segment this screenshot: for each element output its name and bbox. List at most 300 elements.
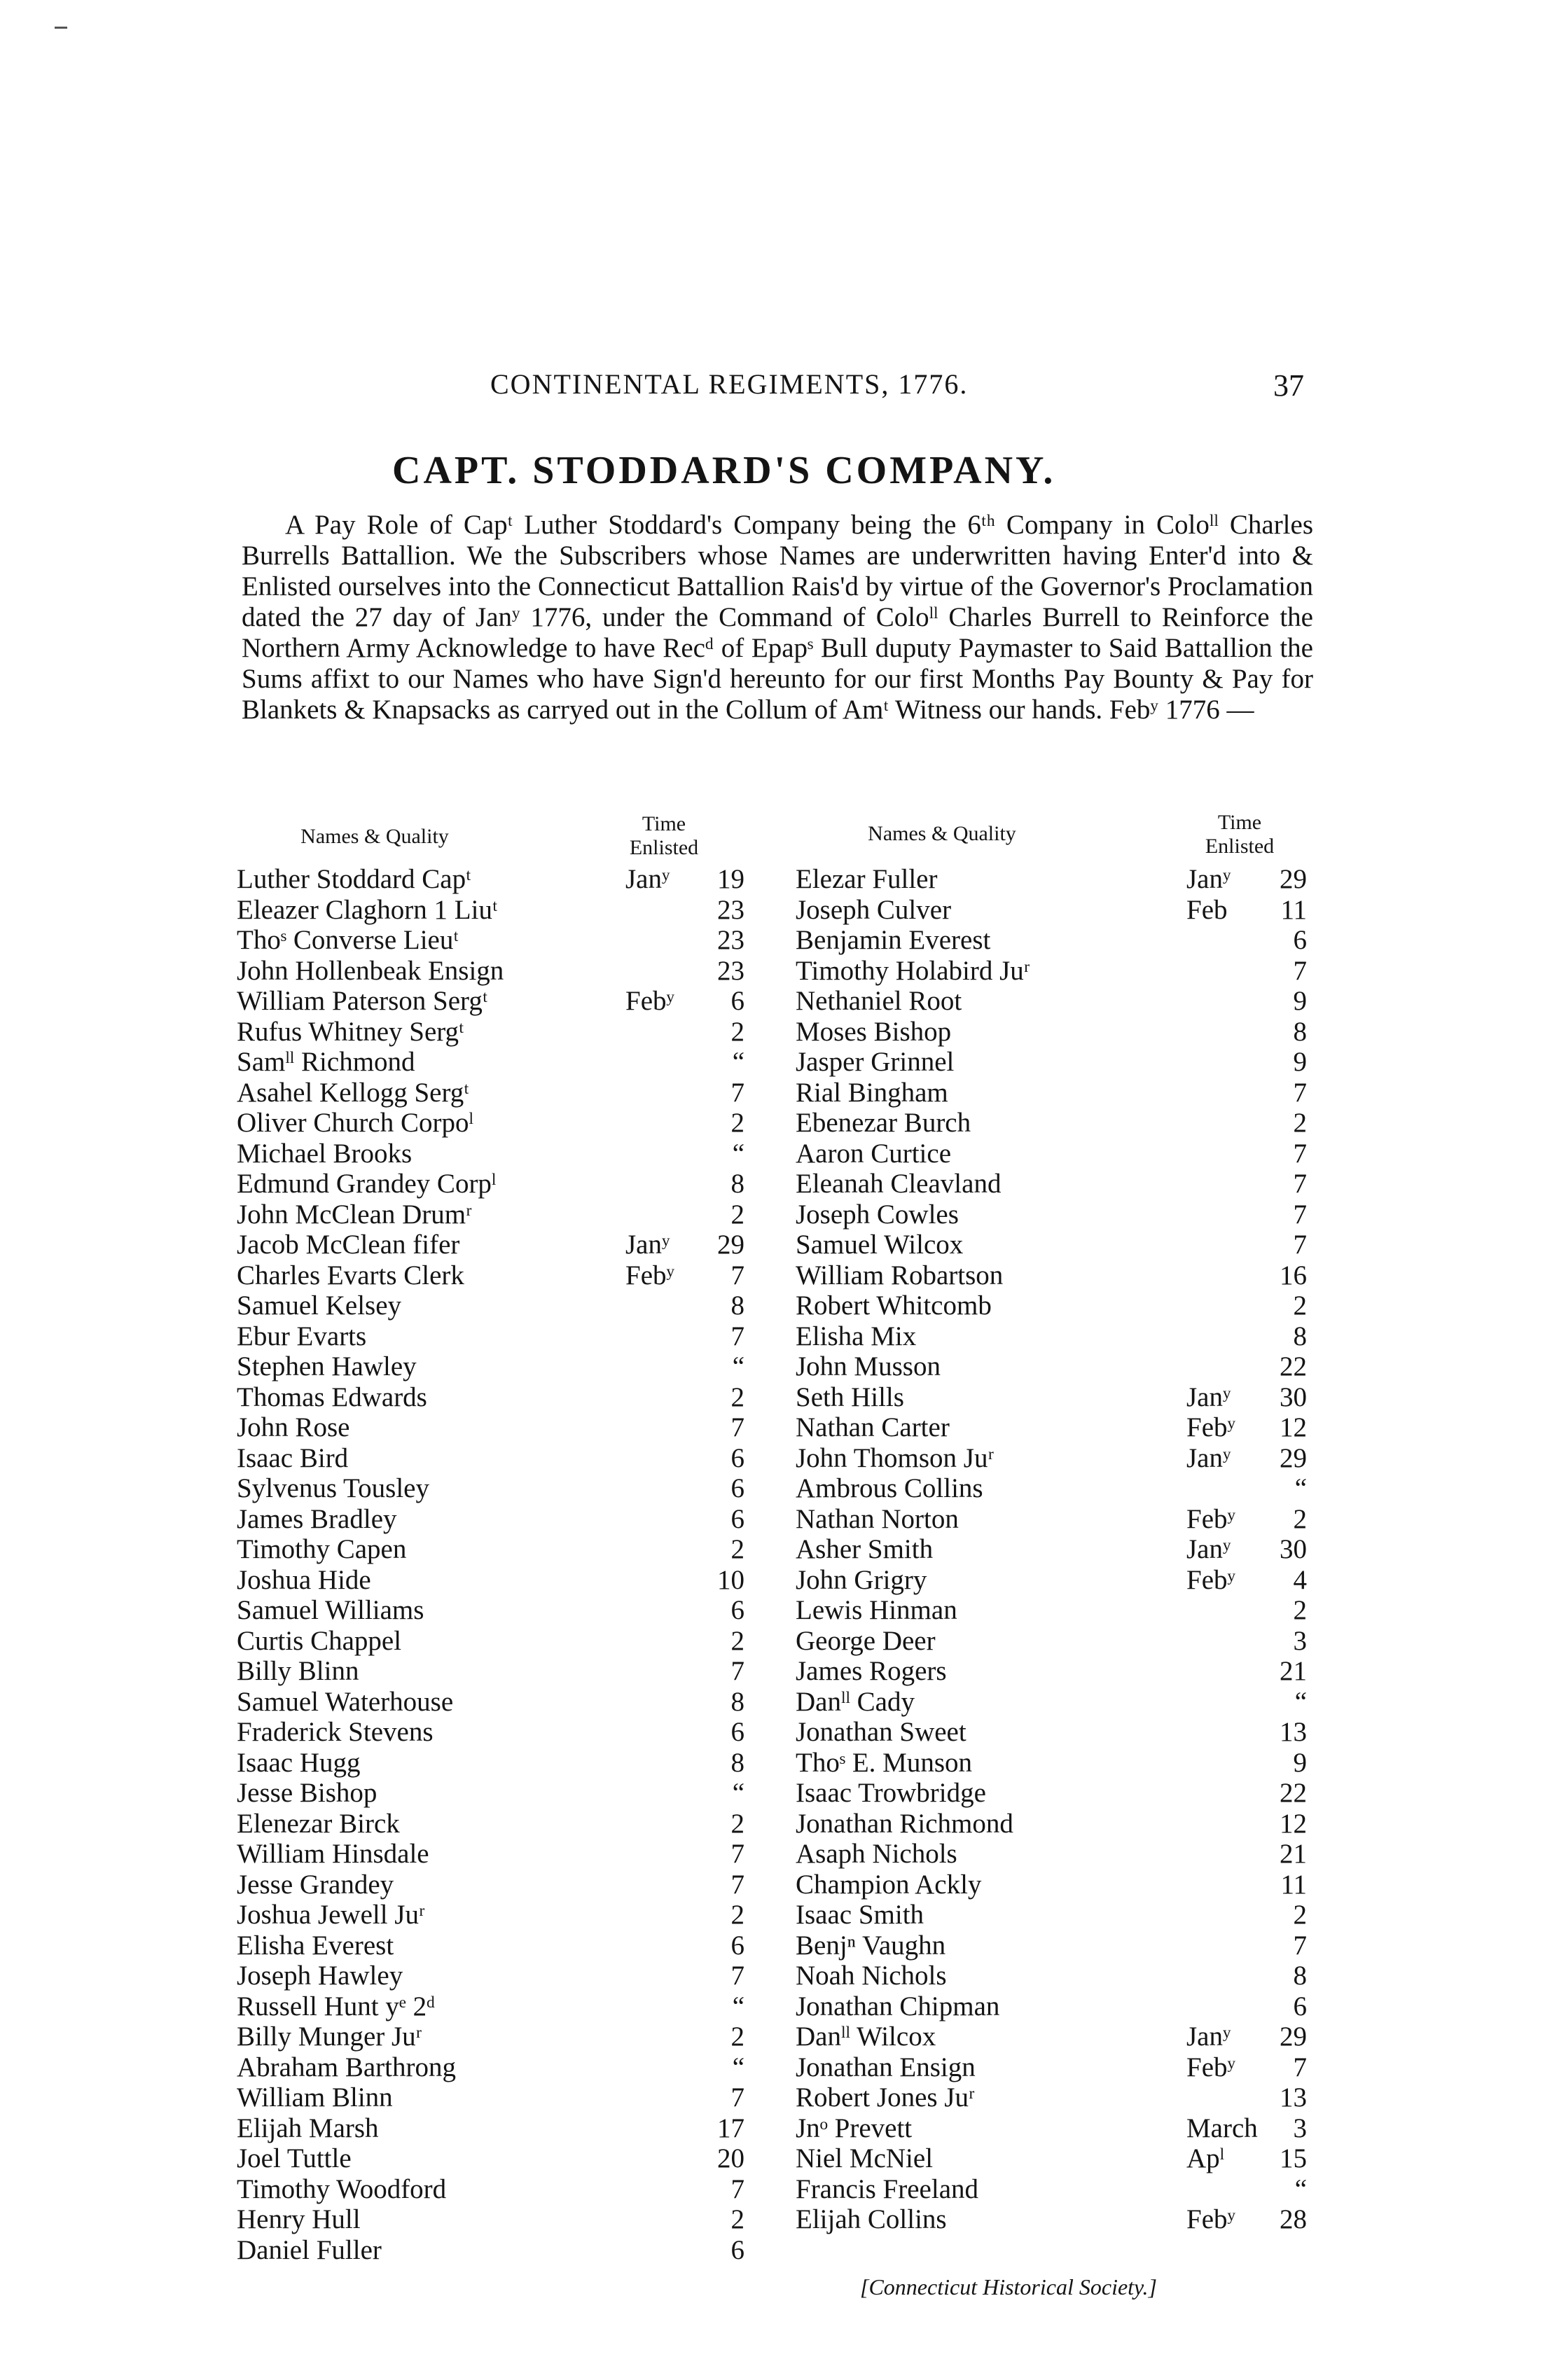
soldier-name: John Grigry	[796, 1564, 927, 1595]
soldier-name: Rial Bingham	[796, 1077, 948, 1108]
soldier-name: Isaac Bird	[237, 1442, 349, 1473]
roster-row	[237, 1260, 755, 1291]
enlist-day: 11	[1280, 1869, 1307, 1900]
enlist-day: 21	[1280, 1656, 1307, 1686]
roster-row	[796, 1017, 1314, 1048]
soldier-name: Joshua Hide	[237, 1564, 371, 1595]
enlist-day: 19	[717, 864, 744, 894]
soldier-name: Henry Hull	[237, 2204, 361, 2234]
roster-row	[796, 1748, 1314, 1779]
soldier-name: Oliver Church Corpoˡ	[237, 1108, 473, 1138]
enlist-day: 29	[1280, 1442, 1307, 1473]
enlist-day: 6	[1293, 1991, 1307, 2021]
enlist-day: 2	[730, 1808, 744, 1839]
soldier-name: Jesse Bishop	[237, 1778, 377, 1808]
enlist-month: Febʸ	[1186, 1503, 1236, 1534]
roster-row	[796, 2052, 1314, 2083]
soldier-name: Jonathan Richmond	[796, 1808, 1013, 1839]
enlist-day: 29	[1280, 2021, 1307, 2052]
roster-row	[796, 1199, 1314, 1230]
soldier-name: Timothy Holabird Juʳ	[796, 955, 1030, 986]
soldier-name: Samuel Wilcox	[796, 1230, 964, 1260]
soldier-name: Niel McNiel	[796, 2143, 934, 2173]
enlist-month: Febʸ	[625, 986, 675, 1016]
roster-row	[237, 1351, 755, 1382]
roster-row	[237, 1443, 755, 1474]
roster-row	[796, 1382, 1314, 1413]
enlist-day: 21	[1280, 1839, 1307, 1869]
roster-row	[237, 1199, 755, 1230]
enlist-month: Janʸ	[1186, 1442, 1231, 1473]
roster-row	[237, 956, 755, 987]
roster-row	[796, 2204, 1314, 2235]
soldier-name: Joel Tuttle	[237, 2143, 352, 2173]
enlist-month: Febʸ	[1186, 2204, 1236, 2234]
roster-row	[237, 1139, 755, 1169]
roster-row	[237, 1565, 755, 1596]
enlist-day: 9	[1293, 986, 1307, 1016]
intro-paragraph: A Pay Role of Capᵗ Luther Stoddard's Company being the 6ᵗʰ Company in Coloˡˡ Charles Burrells Battallion. We the Subscribers whose Names are underwritten having Enter'd into & Enlisted ourselves into the Connecticut Battallion Rais'd by virtue of the Governor's Proclamation dated the 27 day of Janʸ 1776, under the Command of Coloˡˡ Charles Burrell to Reinforce the Northern Army Acknowledge to have Recᵈ of Epapˢ Bull duputy Paymaster to Said Battallion the Sums affixt to our Names who have Sign'd hereunto for our first Months Pay Bounty & Pay for Blankets & Knapsacks as carryed out in the Collum of Amᵗ Witness our hands. Febʸ 1776 —	[242, 510, 1313, 725]
enlist-day: 7	[1293, 1230, 1307, 1260]
enlist-day: 8	[730, 1686, 744, 1717]
roster-row	[237, 1900, 755, 1930]
soldier-name: John Thomson Juʳ	[796, 1442, 994, 1473]
enlist-month: Janʸ	[1186, 864, 1231, 894]
soldier-name: Jonathan Ensign	[796, 2052, 976, 2082]
roster-row	[796, 2143, 1314, 2174]
soldier-name: Aaron Curtice	[796, 1138, 952, 1169]
soldier-name: Samuel Williams	[237, 1595, 424, 1625]
roster-row	[237, 1930, 755, 1961]
enlist-day: 2	[1293, 1503, 1307, 1534]
roster-row	[796, 1626, 1314, 1657]
roster-row	[796, 1565, 1314, 1596]
enlist-day: 2	[730, 1625, 744, 1656]
roster-row	[237, 1778, 755, 1809]
soldier-name: Billy Munger Juʳ	[237, 2021, 422, 2052]
roster-row	[237, 1717, 755, 1748]
roster-row	[237, 2174, 755, 2205]
enlist-day: “	[732, 1047, 744, 1077]
roster-row	[796, 1839, 1314, 1870]
soldier-name: Danˡˡ Wilcox	[796, 2021, 936, 2052]
roster-row	[796, 1595, 1314, 1626]
enlist-day: 4	[1293, 1564, 1307, 1595]
soldier-name: Nathan Carter	[796, 1412, 950, 1442]
soldier-name: Rufus Whitney Sergᵗ	[237, 1016, 464, 1047]
right-names-header: Names & Quality	[868, 822, 1016, 845]
soldier-name: Elisha Everest	[237, 1930, 394, 1961]
roster-row	[237, 1839, 755, 1870]
enlist-day: 7	[1293, 1199, 1307, 1230]
soldier-name: Eleazer Claghorn 1 Liuᵗ	[237, 894, 498, 925]
roster-row	[237, 1078, 755, 1108]
soldier-name: Jonathan Sweet	[796, 1717, 967, 1747]
enlist-day: 13	[1280, 1717, 1307, 1747]
enlist-day: 2	[730, 1199, 744, 1230]
soldier-name: William Robartson	[796, 1260, 1004, 1290]
left-time-header-line1: Time	[642, 812, 686, 835]
enlist-day: 2	[730, 2204, 744, 2234]
roster-row	[237, 1412, 755, 1443]
left-time-header	[608, 812, 720, 860]
roster-row	[796, 1047, 1314, 1078]
enlist-day: 23	[717, 894, 744, 925]
enlist-day: 3	[1293, 2113, 1307, 2143]
enlist-day: 7	[1293, 2052, 1307, 2082]
soldier-name: Asher Smith	[796, 1534, 934, 1564]
enlist-day: 7	[730, 1412, 744, 1442]
enlist-day: 6	[730, 1442, 744, 1473]
soldier-name: Michael Brooks	[237, 1138, 413, 1169]
soldier-name: Ebenezar Burch	[796, 1108, 971, 1138]
enlist-day: 8	[730, 1169, 744, 1199]
enlist-day: 6	[730, 1717, 744, 1747]
enlist-day: 9	[1293, 1047, 1307, 1077]
soldier-name: John Hollenbeak Ensign	[237, 955, 504, 986]
roster-row	[796, 1504, 1314, 1535]
soldier-name: Elisha Mix	[796, 1321, 917, 1351]
soldier-name: Elijah Marsh	[237, 2113, 379, 2143]
right-time-header-line2: Enlisted	[1205, 835, 1275, 858]
enlist-day: 13	[1280, 2082, 1307, 2113]
enlist-month: Janʸ	[625, 864, 670, 894]
soldier-name: John McClean Drumʳ	[237, 1199, 472, 1230]
enlist-day: 20	[717, 2143, 744, 2173]
soldier-name: Nathan Norton	[796, 1503, 959, 1534]
stray-mark	[55, 27, 67, 29]
enlist-month: Janʸ	[1186, 1534, 1231, 1564]
right-time-header-line1: Time	[1217, 811, 1262, 834]
enlist-day: 2	[730, 1108, 744, 1138]
enlist-day: “	[732, 2052, 744, 2082]
enlist-day: 7	[1293, 1169, 1307, 1199]
soldier-name: Robert Jones Juʳ	[796, 2082, 975, 2113]
soldier-name: William Blinn	[237, 2082, 393, 2113]
roster-row	[237, 1961, 755, 1991]
roster-row	[796, 1900, 1314, 1930]
enlist-month: Febʸ	[1186, 1412, 1236, 1442]
enlist-day: 7	[730, 2082, 744, 2113]
soldier-name: Fraderick Stevens	[237, 1717, 434, 1747]
enlist-month: Janʸ	[625, 1230, 670, 1260]
enlist-day: 7	[730, 1961, 744, 1991]
roster-row	[237, 1230, 755, 1260]
enlist-day: 2	[1293, 1290, 1307, 1321]
roster-row	[796, 925, 1314, 956]
left-time-header-line2: Enlisted	[629, 836, 699, 859]
enlist-day: 16	[1280, 1260, 1307, 1290]
enlist-day: 7	[730, 1260, 744, 1290]
soldier-name: Luther Stoddard Capᵗ	[237, 864, 471, 894]
enlist-day: 2	[1293, 1108, 1307, 1138]
soldier-name: Thoˢ E. Munson	[796, 1747, 973, 1778]
enlist-day: “	[732, 1991, 744, 2021]
soldier-name: Elezar Fuller	[796, 864, 938, 894]
roster-row	[796, 2021, 1314, 2052]
soldier-name: Jacob McClean fifer	[237, 1230, 460, 1260]
soldier-name: Billy Blinn	[237, 1656, 359, 1686]
roster-row	[237, 1748, 755, 1779]
enlist-day: 10	[717, 1564, 744, 1595]
soldier-name: Robert Whitcomb	[796, 1290, 992, 1321]
soldier-name: Thoˢ Converse Lieuᵗ	[237, 925, 459, 955]
enlist-month: Febʸ	[1186, 1564, 1236, 1595]
roster-row	[796, 1687, 1314, 1718]
enlist-day: 6	[730, 1930, 744, 1961]
roster-row	[237, 1108, 755, 1139]
enlist-day: 2	[730, 1382, 744, 1412]
enlist-day: 6	[1293, 925, 1307, 955]
roster-row	[237, 2235, 755, 2266]
enlist-day: 7	[730, 2173, 744, 2204]
soldier-name: Sylvenus Tousley	[237, 1473, 429, 1503]
enlist-day: 11	[1280, 894, 1307, 925]
soldier-name: William Hinsdale	[237, 1839, 429, 1869]
roster-row	[237, 1991, 755, 2022]
roster-row	[237, 1809, 755, 1839]
soldier-name: Charles Evarts Clerk	[237, 1260, 464, 1290]
soldier-name: Joseph Cowles	[796, 1199, 959, 1230]
roster-row	[796, 1078, 1314, 1108]
enlist-day: 8	[730, 1290, 744, 1321]
roster-row	[796, 1351, 1314, 1382]
soldier-name: George Deer	[796, 1625, 936, 1656]
soldier-name: Francis Freeland	[796, 2173, 979, 2204]
enlist-day: 12	[1280, 1412, 1307, 1442]
roster-row	[796, 986, 1314, 1017]
soldier-name: Edmund Grandey Corpˡ	[237, 1169, 497, 1199]
soldier-name: Danˡˡ Cady	[796, 1686, 915, 1717]
soldier-name: Nethaniel Root	[796, 986, 962, 1016]
roster-row	[237, 2204, 755, 2235]
roster-row	[237, 1382, 755, 1413]
enlist-day: 7	[730, 1869, 744, 1900]
enlist-day: 7	[1293, 1930, 1307, 1961]
roster-row	[796, 1930, 1314, 1961]
soldier-name: William Paterson Sergᵗ	[237, 986, 488, 1016]
enlist-day: 6	[730, 1595, 744, 1625]
soldier-name: Benjamin Everest	[796, 925, 991, 955]
page-title: CAPT. STODDARD'S COMPANY.	[392, 449, 1056, 492]
soldier-name: Lewis Hinman	[796, 1595, 957, 1625]
enlist-day: 29	[1280, 864, 1307, 894]
soldier-name: Russell Hunt yᵉ 2ᵈ	[237, 1991, 436, 2021]
roster-row	[796, 1290, 1314, 1321]
roster-row	[796, 1321, 1314, 1352]
enlist-day: 7	[730, 1839, 744, 1869]
enlist-day: 23	[717, 955, 744, 986]
enlist-month: Feb	[1186, 894, 1228, 925]
roster-row	[237, 1473, 755, 1504]
roster-row	[796, 1473, 1314, 1504]
enlist-day: 2	[730, 1900, 744, 1930]
soldier-name: Seth Hills	[796, 1382, 904, 1412]
roster-row	[796, 2113, 1314, 2144]
left-names-header: Names & Quality	[300, 825, 449, 848]
soldier-name: Benjⁿ Vaughn	[796, 1930, 946, 1961]
soldier-name: Jesse Grandey	[237, 1869, 394, 1900]
enlist-day: 22	[1280, 1778, 1307, 1808]
enlist-day: 2	[730, 1016, 744, 1047]
enlist-day: 8	[730, 1747, 744, 1778]
roster-row	[796, 1534, 1314, 1565]
soldier-name: Isaac Hugg	[237, 1747, 361, 1778]
enlist-day: 15	[1280, 2143, 1307, 2173]
roster-row	[796, 1230, 1314, 1260]
roster-row	[796, 1412, 1314, 1443]
enlist-day: 6	[730, 986, 744, 1016]
enlist-day: 7	[730, 1077, 744, 1108]
roster-row	[796, 1656, 1314, 1687]
soldier-name: Thomas Edwards	[237, 1382, 427, 1412]
enlist-day: “	[1294, 1686, 1307, 1717]
soldier-name: Isaac Trowbridge	[796, 1778, 986, 1808]
soldier-name: Stephen Hawley	[237, 1351, 417, 1382]
soldier-name: Jonathan Chipman	[796, 1991, 1000, 2021]
enlist-day: 28	[1280, 2204, 1307, 2234]
roster-row	[237, 2021, 755, 2052]
enlist-day: 6	[730, 1473, 744, 1503]
enlist-month: Janʸ	[1186, 2021, 1231, 2052]
enlist-day: 2	[1293, 1595, 1307, 1625]
enlist-day: 23	[717, 925, 744, 955]
soldier-name: Daniel Fuller	[237, 2234, 382, 2265]
enlist-day: 30	[1280, 1382, 1307, 1412]
soldier-name: Eleanah Cleavland	[796, 1169, 1002, 1199]
soldier-name: John Musson	[796, 1351, 941, 1382]
roster-row	[237, 864, 755, 895]
roster-row	[237, 1047, 755, 1078]
soldier-name: Asaph Nichols	[796, 1839, 957, 1869]
enlist-day: 17	[717, 2113, 744, 2143]
enlist-day: 7	[730, 1321, 744, 1351]
enlist-day: “	[1294, 2173, 1307, 2204]
roster-row	[796, 1809, 1314, 1839]
soldier-name: Samˡˡ Richmond	[237, 1047, 415, 1077]
soldier-name: James Rogers	[796, 1656, 947, 1686]
soldier-name: Ebur Evarts	[237, 1321, 367, 1351]
roster-row	[237, 1626, 755, 1657]
enlist-day: 6	[730, 1503, 744, 1534]
roster-row	[796, 2082, 1314, 2113]
source-credit: [Connecticut Historical Society.]	[860, 2274, 1157, 2299]
roster-row	[237, 1321, 755, 1352]
soldier-name: Abraham Barthrong	[237, 2052, 456, 2082]
enlist-day: 22	[1280, 1351, 1307, 1382]
roster-row	[796, 1870, 1314, 1900]
roster-row	[237, 2113, 755, 2144]
roster-row	[237, 1504, 755, 1535]
roster-row	[796, 1961, 1314, 1991]
soldier-name: Ambrous Collins	[796, 1473, 983, 1503]
soldier-name: John Rose	[237, 1412, 350, 1442]
enlist-day: 8	[1293, 1961, 1307, 1991]
roster-row	[796, 1260, 1314, 1291]
roster-row	[237, 895, 755, 926]
enlist-day: “	[732, 1351, 744, 1382]
page-number: 37	[1273, 368, 1304, 403]
soldier-name: Elijah Collins	[796, 2204, 947, 2234]
roster-row	[796, 895, 1314, 926]
enlist-day: 8	[1293, 1016, 1307, 1047]
enlist-day: 7	[1293, 955, 1307, 986]
roster-row	[237, 1687, 755, 1718]
enlist-day: 12	[1280, 1808, 1307, 1839]
enlist-day: 2	[730, 2021, 744, 2052]
roster-row	[237, 1169, 755, 1199]
enlist-day: 2	[1293, 1900, 1307, 1930]
enlist-day: 6	[730, 2234, 744, 2265]
roster-row	[796, 1991, 1314, 2022]
roster-row	[796, 2174, 1314, 2205]
running-header: CONTINENTAL REGIMENTS, 1776.	[490, 368, 969, 400]
enlist-month: Febʸ	[1186, 2052, 1236, 2082]
roster-row	[237, 1017, 755, 1048]
soldier-name: Joshua Jewell Juʳ	[237, 1900, 425, 1930]
enlist-day: “	[1294, 1473, 1307, 1503]
soldier-name: Samuel Kelsey	[237, 1290, 402, 1321]
enlist-day: “	[732, 1778, 744, 1808]
roster-row	[237, 1595, 755, 1626]
soldier-name: Moses Bishop	[796, 1016, 952, 1047]
roster-row	[237, 925, 755, 956]
roster-row	[796, 1443, 1314, 1474]
soldier-name: Noah Nichols	[796, 1961, 947, 1991]
soldier-name: Timothy Capen	[237, 1534, 407, 1564]
roster-row	[237, 2052, 755, 2083]
roster-row	[237, 1290, 755, 1321]
right-roster	[796, 864, 1314, 2235]
soldier-name: Elenezar Birck	[237, 1808, 400, 1839]
soldier-name: Curtis Chappel	[237, 1625, 402, 1656]
roster-row	[796, 1717, 1314, 1748]
enlist-day: 2	[730, 1534, 744, 1564]
roster-row	[796, 1139, 1314, 1169]
right-time-header	[1184, 811, 1296, 858]
soldier-name: Isaac Smith	[796, 1900, 924, 1930]
soldier-name: Jasper Grinnel	[796, 1047, 955, 1077]
left-roster	[237, 864, 755, 2265]
soldier-name: Timothy Woodford	[237, 2173, 447, 2204]
soldier-name: Asahel Kellogg Sergᵗ	[237, 1077, 469, 1108]
enlist-month: Febʸ	[625, 1260, 675, 1290]
roster-row	[796, 1108, 1314, 1139]
enlist-month: Janʸ	[1186, 1382, 1231, 1412]
roster-row	[237, 2143, 755, 2174]
roster-row	[237, 2082, 755, 2113]
soldier-name: Joseph Culver	[796, 894, 952, 925]
soldier-name: James Bradley	[237, 1503, 397, 1534]
enlist-month: Apˡ	[1186, 2143, 1225, 2173]
roster-row	[796, 864, 1314, 895]
soldier-name: Jnᵒ Prevett	[796, 2113, 913, 2143]
roster-row	[796, 956, 1314, 987]
soldier-name: Samuel Waterhouse	[237, 1686, 454, 1717]
enlist-day: 7	[730, 1656, 744, 1686]
roster-row	[237, 1534, 755, 1565]
soldier-name: Champion Ackly	[796, 1869, 982, 1900]
enlist-day: “	[732, 1138, 744, 1169]
enlist-day: 7	[1293, 1138, 1307, 1169]
enlist-day: 9	[1293, 1747, 1307, 1778]
roster-row	[796, 1778, 1314, 1809]
soldier-name: Joseph Hawley	[237, 1961, 403, 1991]
enlist-day: 3	[1293, 1625, 1307, 1656]
enlist-day: 29	[717, 1230, 744, 1260]
roster-row	[237, 1656, 755, 1687]
enlist-day: 8	[1293, 1321, 1307, 1351]
